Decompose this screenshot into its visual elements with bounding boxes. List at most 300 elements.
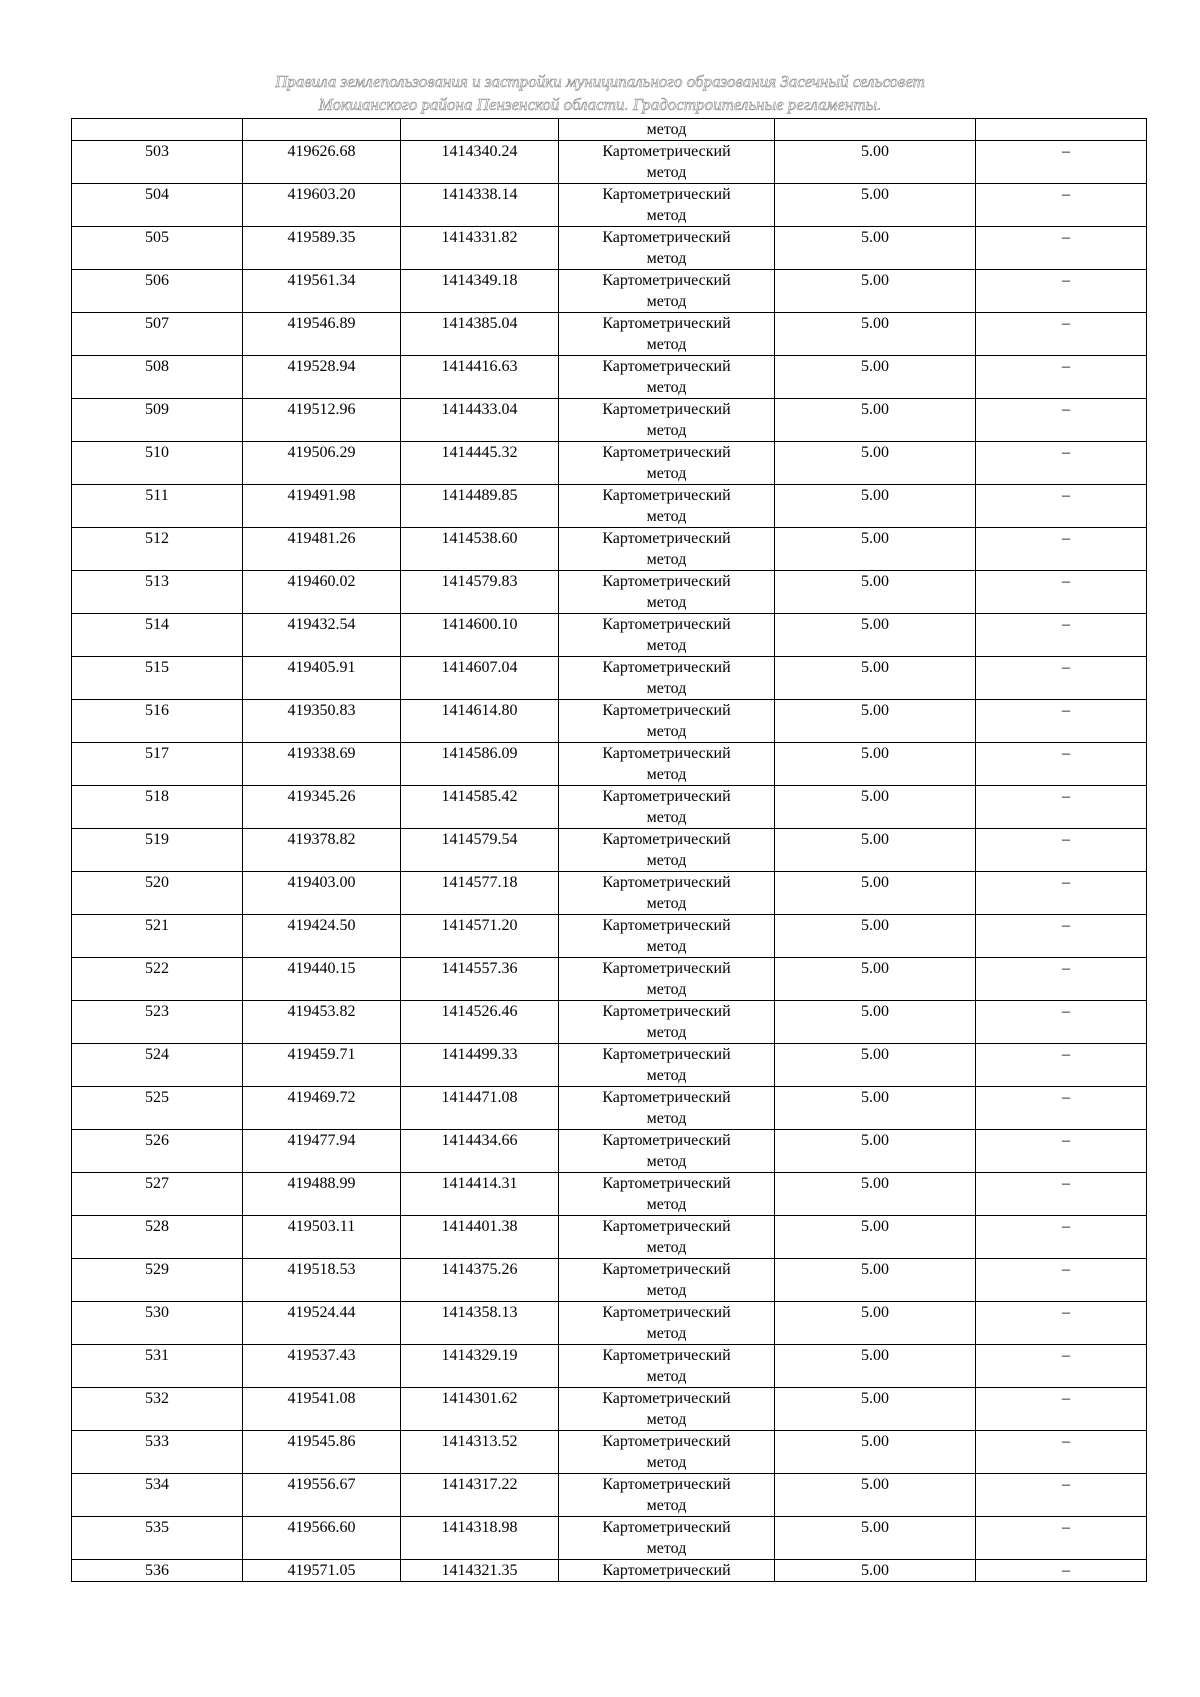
y-coordinate-cell: 1414499.33 (401, 1044, 559, 1087)
x-coordinate-cell: 419524.44 (243, 1302, 401, 1345)
y-coordinate-cell: 1414416.63 (401, 356, 559, 399)
table-row (72, 1388, 1147, 1431)
description-cell: – (976, 1388, 1147, 1431)
method-cell (559, 1173, 775, 1216)
table-row (72, 700, 1147, 743)
table-row (72, 141, 1147, 184)
x-coordinate-cell: 419566.60 (243, 1517, 401, 1560)
x-coordinate-cell: 419512.96 (243, 399, 401, 442)
x-coordinate-cell: 419561.34 (243, 270, 401, 313)
method-cell (559, 1259, 775, 1302)
point-number-cell: 512 (72, 528, 243, 571)
description-cell: – (976, 442, 1147, 485)
description-cell: – (976, 399, 1147, 442)
method-line-2: метод (646, 508, 687, 525)
description-cell: – (976, 829, 1147, 872)
y-coordinate-cell: 1414600.10 (401, 614, 559, 657)
x-coordinate-cell: 419432.54 (243, 614, 401, 657)
x-coordinate-cell: 419491.98 (243, 485, 401, 528)
y-coordinate-cell: 1414329.19 (401, 1345, 559, 1388)
method-line-2: метод (646, 207, 687, 224)
method-line-1: Картометрический (602, 1433, 731, 1450)
precision-cell: 5.00 (775, 743, 976, 786)
table-row (72, 528, 1147, 571)
x-coordinate-cell: 419453.82 (243, 1001, 401, 1044)
method-cell (559, 1431, 775, 1474)
method-line-2: метод (646, 1368, 687, 1385)
point-number-cell: 525 (72, 1087, 243, 1130)
table-row (72, 1474, 1147, 1517)
x-coordinate-cell: 419345.26 (243, 786, 401, 829)
table-row (72, 227, 1147, 270)
point-number-cell: 514 (72, 614, 243, 657)
x-coordinate-cell: 419571.05 (243, 1560, 401, 1582)
description-cell: – (976, 1560, 1147, 1582)
method-line-2: метод (646, 1239, 687, 1256)
precision-cell: 5.00 (775, 442, 976, 485)
table-row (72, 313, 1147, 356)
coordinates-table-body (72, 119, 1147, 1582)
method-cell (559, 614, 775, 657)
method-cell-fragment: метод (559, 119, 775, 141)
method-line-1: Картометрический (602, 401, 731, 418)
method-cell (559, 1345, 775, 1388)
x-coordinate-cell: 419338.69 (243, 743, 401, 786)
y-coordinate-cell: 1414340.24 (401, 141, 559, 184)
point-number-cell: 508 (72, 356, 243, 399)
y-coordinate-cell: 1414317.22 (401, 1474, 559, 1517)
header-line-1: Правила землепользования и застройки муниципального образования Засечный сельсовет (275, 72, 925, 91)
method-line-1: Картометрический (602, 702, 731, 719)
method-cell (559, 270, 775, 313)
method-cell (559, 1087, 775, 1130)
table-row (72, 1001, 1147, 1044)
y-coordinate-cell: 1414557.36 (401, 958, 559, 1001)
point-number-cell: 521 (72, 915, 243, 958)
method-line-2: метод (646, 895, 687, 912)
method-line-1: Картометрический (602, 1304, 731, 1321)
method-line-2: метод (646, 1454, 687, 1471)
description-cell: – (976, 1259, 1147, 1302)
x-coordinate-cell: 419603.20 (243, 184, 401, 227)
table-row (72, 442, 1147, 485)
table-row (72, 829, 1147, 872)
method-cell (559, 1216, 775, 1259)
description-cell: – (976, 528, 1147, 571)
precision-cell: 5.00 (775, 528, 976, 571)
y-coordinate-cell: 1414301.62 (401, 1388, 559, 1431)
x-coordinate-cell: 419459.71 (243, 1044, 401, 1087)
x-coordinate-cell: 419541.08 (243, 1388, 401, 1431)
method-cell (559, 313, 775, 356)
method-cell (559, 786, 775, 829)
precision-cell: 5.00 (775, 1044, 976, 1087)
point-number-cell: 536 (72, 1560, 243, 1582)
method-line-1: Картометрический (602, 1089, 731, 1106)
point-number-cell: 516 (72, 700, 243, 743)
description-cell: – (976, 1517, 1147, 1560)
precision-cell: 5.00 (775, 1087, 976, 1130)
point-number-cell: 533 (72, 1431, 243, 1474)
precision-cell: 5.00 (775, 958, 976, 1001)
description-cell: – (976, 786, 1147, 829)
point-number-cell: 530 (72, 1302, 243, 1345)
point-number-cell: 527 (72, 1173, 243, 1216)
y-coordinate-cell: 1414571.20 (401, 915, 559, 958)
method-cell (559, 528, 775, 571)
precision-cell: 5.00 (775, 786, 976, 829)
x-coordinate-cell: 419506.29 (243, 442, 401, 485)
y-coordinate-cell: 1414579.54 (401, 829, 559, 872)
precision-cell: 5.00 (775, 1388, 976, 1431)
point-number-cell: 517 (72, 743, 243, 786)
description-cell: – (976, 1216, 1147, 1259)
method-cell (559, 915, 775, 958)
method-line-1: Картометрический (602, 659, 731, 676)
description-cell: – (976, 958, 1147, 1001)
x-coordinate-cell: 419405.91 (243, 657, 401, 700)
description-cell: – (976, 614, 1147, 657)
y-coordinate-cell: 1414607.04 (401, 657, 559, 700)
point-number-cell: 520 (72, 872, 243, 915)
x-coordinate-cell: 419626.68 (243, 141, 401, 184)
description-cell: – (976, 227, 1147, 270)
point-number-cell: 513 (72, 571, 243, 614)
description-cell: – (976, 184, 1147, 227)
x-coordinate-cell: 419403.00 (243, 872, 401, 915)
x-coordinate-cell: 419378.82 (243, 829, 401, 872)
point-number-cell: 532 (72, 1388, 243, 1431)
precision-cell: 5.00 (775, 141, 976, 184)
table-row (72, 571, 1147, 614)
method-cell (559, 356, 775, 399)
method-cell (559, 1388, 775, 1431)
method-line-2: метод (646, 637, 687, 654)
point-number-cell: 519 (72, 829, 243, 872)
method-line-1: Картометрический (602, 1519, 731, 1536)
method-line-2: метод (646, 293, 687, 310)
method-cell (559, 958, 775, 1001)
method-cell (559, 1001, 775, 1044)
method-cell (559, 872, 775, 915)
y-coordinate-cell: 1414433.04 (401, 399, 559, 442)
method-line-1: Картометрический (602, 1046, 731, 1063)
method-cell (559, 700, 775, 743)
x-coordinate-cell: 419589.35 (243, 227, 401, 270)
table-row (72, 1216, 1147, 1259)
description-cell: – (976, 1001, 1147, 1044)
point-number-cell: 503 (72, 141, 243, 184)
table-row (72, 1517, 1147, 1560)
y-coordinate-cell: 1414526.46 (401, 1001, 559, 1044)
method-line-1: Картометрический (602, 1562, 731, 1579)
y-coordinate-cell: 1414313.52 (401, 1431, 559, 1474)
method-line-2: метод (646, 594, 687, 611)
method-line-1: Картометрический (602, 874, 731, 891)
description-cell: – (976, 1302, 1147, 1345)
method-cell (559, 1044, 775, 1087)
description-cell: – (976, 700, 1147, 743)
point-number-cell: 522 (72, 958, 243, 1001)
y-coordinate-cell: 1414434.66 (401, 1130, 559, 1173)
precision-cell: 5.00 (775, 313, 976, 356)
x-coordinate-cell: 419545.86 (243, 1431, 401, 1474)
method-line-2: метод (646, 379, 687, 396)
table-cell (72, 119, 243, 141)
precision-cell: 5.00 (775, 1474, 976, 1517)
method-line-2: метод (646, 1153, 687, 1170)
method-line-1: Картометрический (602, 229, 731, 246)
table-row (72, 1560, 1147, 1582)
method-line-1: Картометрический (602, 788, 731, 805)
description-cell: – (976, 743, 1147, 786)
precision-cell: 5.00 (775, 915, 976, 958)
method-line-1: Картометрический (602, 186, 731, 203)
y-coordinate-cell: 1414375.26 (401, 1259, 559, 1302)
table-row (72, 1044, 1147, 1087)
method-line-2: метод (646, 1282, 687, 1299)
method-cell (559, 227, 775, 270)
method-cell (559, 485, 775, 528)
precision-cell: 5.00 (775, 399, 976, 442)
method-line-1: Картометрический (602, 745, 731, 762)
table-row (72, 915, 1147, 958)
y-coordinate-cell: 1414445.32 (401, 442, 559, 485)
method-line-2: метод (646, 766, 687, 783)
method-cell (559, 571, 775, 614)
point-number-cell: 510 (72, 442, 243, 485)
point-number-cell: 524 (72, 1044, 243, 1087)
method-line-1: Картометрический (602, 573, 731, 590)
precision-cell: 5.00 (775, 1560, 976, 1582)
method-line-1: Картометрический (602, 1347, 731, 1364)
precision-cell: 5.00 (775, 227, 976, 270)
method-line-2: метод (646, 723, 687, 740)
method-line-2: метод (646, 938, 687, 955)
method-cell (559, 399, 775, 442)
point-number-cell: 518 (72, 786, 243, 829)
precision-cell: 5.00 (775, 1173, 976, 1216)
point-number-cell: 509 (72, 399, 243, 442)
y-coordinate-cell: 1414538.60 (401, 528, 559, 571)
point-number-cell: 511 (72, 485, 243, 528)
point-number-cell: 528 (72, 1216, 243, 1259)
precision-cell: 5.00 (775, 1302, 976, 1345)
point-number-cell: 505 (72, 227, 243, 270)
method-line-2: метод (646, 981, 687, 998)
y-coordinate-cell: 1414318.98 (401, 1517, 559, 1560)
y-coordinate-cell: 1414585.42 (401, 786, 559, 829)
y-coordinate-cell: 1414577.18 (401, 872, 559, 915)
method-line-2: метод (646, 1497, 687, 1514)
method-line-1: Картометрический (602, 1175, 731, 1192)
description-cell: – (976, 141, 1147, 184)
method-line-2: метод (646, 422, 687, 439)
point-number-cell: 504 (72, 184, 243, 227)
method-line-1: Картометрический (602, 1261, 731, 1278)
method-line-2: метод (646, 1325, 687, 1342)
description-cell: – (976, 356, 1147, 399)
y-coordinate-cell: 1414338.14 (401, 184, 559, 227)
description-cell: – (976, 1345, 1147, 1388)
table-cell (976, 119, 1147, 141)
method-line-2: метод (646, 336, 687, 353)
table-row (72, 1345, 1147, 1388)
method-line-2: метод (646, 809, 687, 826)
table-row (72, 872, 1147, 915)
description-cell: – (976, 485, 1147, 528)
x-coordinate-cell: 419488.99 (243, 1173, 401, 1216)
method-line-2: метод (646, 250, 687, 267)
method-line-1: Картометрический (602, 1218, 731, 1235)
description-cell: – (976, 1474, 1147, 1517)
method-cell (559, 1474, 775, 1517)
method-line-2: метод (646, 465, 687, 482)
x-coordinate-cell: 419350.83 (243, 700, 401, 743)
table-cell (243, 119, 401, 141)
point-number-cell: 534 (72, 1474, 243, 1517)
coordinates-table (71, 118, 1147, 1582)
description-cell: – (976, 313, 1147, 356)
point-number-cell: 529 (72, 1259, 243, 1302)
method-cell (559, 743, 775, 786)
point-number-cell: 506 (72, 270, 243, 313)
y-coordinate-cell: 1414489.85 (401, 485, 559, 528)
table-row (72, 356, 1147, 399)
description-cell: – (976, 915, 1147, 958)
page-header (0, 70, 1200, 116)
method-line-2: метод (646, 1196, 687, 1213)
table-row (72, 270, 1147, 313)
method-line-1: Картометрический (602, 1476, 731, 1493)
method-line-1: Картометрический (602, 487, 731, 504)
method-line-2: метод (646, 1067, 687, 1084)
table-row (72, 786, 1147, 829)
y-coordinate-cell: 1414401.38 (401, 1216, 559, 1259)
x-coordinate-cell: 419440.15 (243, 958, 401, 1001)
precision-cell: 5.00 (775, 657, 976, 700)
precision-cell: 5.00 (775, 1216, 976, 1259)
table-cell (401, 119, 559, 141)
table-row (72, 1259, 1147, 1302)
point-number-cell: 507 (72, 313, 243, 356)
y-coordinate-cell: 1414358.13 (401, 1302, 559, 1345)
precision-cell: 5.00 (775, 1431, 976, 1474)
y-coordinate-cell: 1414471.08 (401, 1087, 559, 1130)
y-coordinate-cell: 1414321.35 (401, 1560, 559, 1582)
x-coordinate-cell: 419528.94 (243, 356, 401, 399)
point-number-cell: 526 (72, 1130, 243, 1173)
method-cell (559, 1302, 775, 1345)
description-cell: – (976, 1087, 1147, 1130)
precision-cell: 5.00 (775, 571, 976, 614)
precision-cell: 5.00 (775, 1517, 976, 1560)
x-coordinate-cell: 419477.94 (243, 1130, 401, 1173)
description-cell: – (976, 571, 1147, 614)
method-cell (559, 1560, 775, 1582)
point-number-cell: 523 (72, 1001, 243, 1044)
precision-cell: 5.00 (775, 1259, 976, 1302)
precision-cell: 5.00 (775, 1345, 976, 1388)
precision-cell: 5.00 (775, 356, 976, 399)
table-row (72, 1173, 1147, 1216)
precision-cell: 5.00 (775, 829, 976, 872)
method-line-1: Картометрический (602, 831, 731, 848)
method-line-2: метод (646, 1540, 687, 1557)
point-number-cell: 535 (72, 1517, 243, 1560)
method-cell (559, 141, 775, 184)
x-coordinate-cell: 419537.43 (243, 1345, 401, 1388)
y-coordinate-cell: 1414349.18 (401, 270, 559, 313)
method-line-1: Картометрический (602, 358, 731, 375)
precision-cell: 5.00 (775, 485, 976, 528)
precision-cell: 5.00 (775, 614, 976, 657)
table-row (72, 184, 1147, 227)
precision-cell: 5.00 (775, 1001, 976, 1044)
table-row (72, 614, 1147, 657)
method-cell (559, 1130, 775, 1173)
method-line-1: Картометрический (602, 143, 731, 160)
description-cell: – (976, 1044, 1147, 1087)
method-cell (559, 829, 775, 872)
method-cell (559, 657, 775, 700)
precision-cell: 5.00 (775, 1130, 976, 1173)
point-number-cell: 531 (72, 1345, 243, 1388)
method-line-1: Картометрический (602, 444, 731, 461)
y-coordinate-cell: 1414579.83 (401, 571, 559, 614)
y-coordinate-cell: 1414586.09 (401, 743, 559, 786)
table-row (72, 1087, 1147, 1130)
method-line-1: Картометрический (602, 960, 731, 977)
method-line-2: метод (646, 551, 687, 568)
description-cell: – (976, 872, 1147, 915)
x-coordinate-cell: 419556.67 (243, 1474, 401, 1517)
method-line-1: Картометрический (602, 1390, 731, 1407)
description-cell: – (976, 270, 1147, 313)
y-coordinate-cell: 1414414.31 (401, 1173, 559, 1216)
precision-cell: 5.00 (775, 184, 976, 227)
method-cell (559, 442, 775, 485)
point-number-cell: 515 (72, 657, 243, 700)
method-line-2: метод (646, 1024, 687, 1041)
x-coordinate-cell: 419546.89 (243, 313, 401, 356)
x-coordinate-cell: 419460.02 (243, 571, 401, 614)
x-coordinate-cell: 419503.11 (243, 1216, 401, 1259)
method-line-2: метод (646, 1411, 687, 1428)
method-cell (559, 184, 775, 227)
precision-cell: 5.00 (775, 700, 976, 743)
method-line-2: метод (646, 852, 687, 869)
table-row-continued (72, 119, 1147, 141)
method-line-2: метод (646, 1110, 687, 1127)
method-line-2: метод (646, 680, 687, 697)
x-coordinate-cell: 419469.72 (243, 1087, 401, 1130)
method-line-1: Картометрический (602, 616, 731, 633)
x-coordinate-cell: 419481.26 (243, 528, 401, 571)
y-coordinate-cell: 1414614.80 (401, 700, 559, 743)
description-cell: – (976, 1431, 1147, 1474)
table-row (72, 743, 1147, 786)
table-cell (775, 119, 976, 141)
description-cell: – (976, 1130, 1147, 1173)
y-coordinate-cell: 1414385.04 (401, 313, 559, 356)
method-line-1: Картометрический (602, 315, 731, 332)
table-row (72, 1302, 1147, 1345)
description-cell: – (976, 1173, 1147, 1216)
x-coordinate-cell: 419518.53 (243, 1259, 401, 1302)
table-row (72, 657, 1147, 700)
header-line-2: Мокшанского района Пензенской области. Градостроительные регламенты. (318, 95, 882, 114)
